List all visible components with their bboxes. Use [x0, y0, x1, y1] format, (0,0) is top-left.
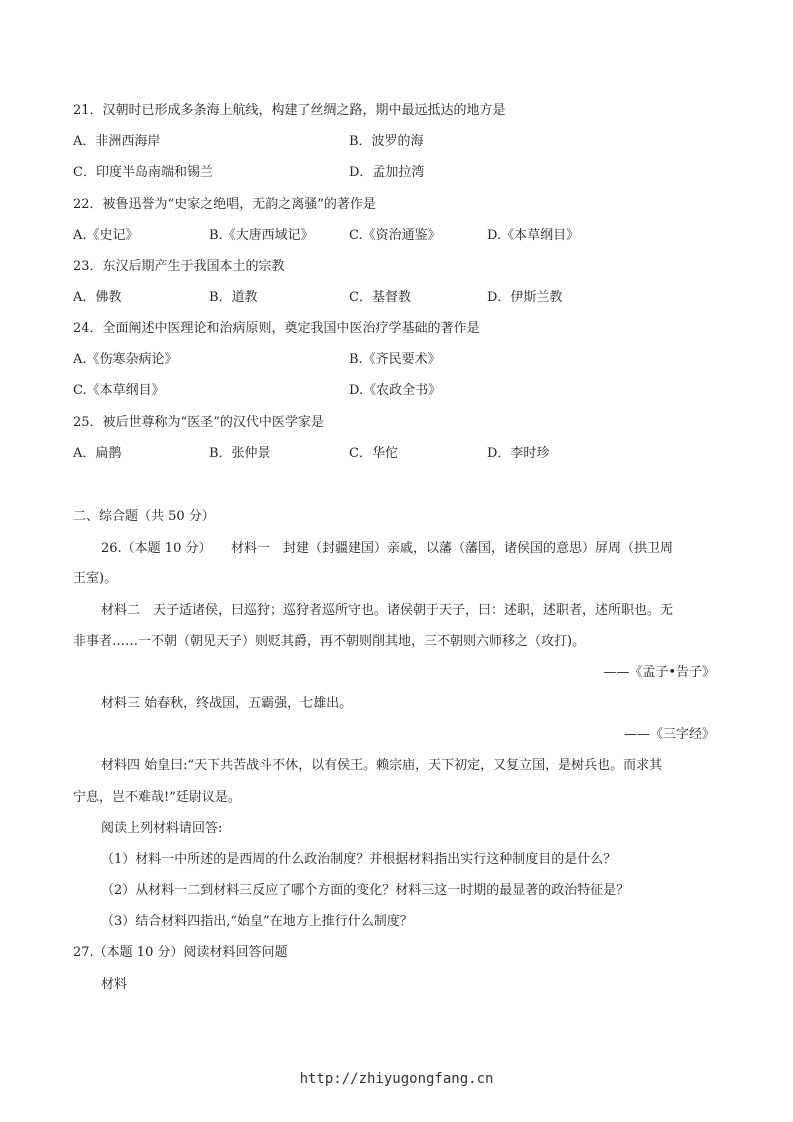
question-25-option-a: A．扁鹊	[73, 446, 122, 461]
question-26-sub-3: （3）结合材料四指出,“始皇”在地方上推行什么制度？	[101, 914, 413, 929]
question-26-material-2-line-2: 非事者……一不朝（朝见天子）则贬其爵，再不朝则削其地，三不朝则六师移之（攻打)。	[73, 634, 586, 649]
question-24-option-b: B.《齐民要术》	[349, 352, 441, 367]
question-26-material-4-line-2: 宁息，岂不难哉!”廷尉议是。	[73, 790, 241, 805]
question-25-option-b: B．张仲景	[209, 446, 271, 461]
question-26-material-3: 材料三 始春秋，终战国，五霸强，七雄出。	[101, 696, 353, 711]
question-21-option-b: B．波罗的海	[349, 134, 424, 149]
question-26-sub-1: （1）材料一中所述的是西周的什么政治制度？并根据材料指出实行这种制度目的是什么？	[101, 852, 617, 867]
question-25-option-c: C．华佗	[349, 446, 398, 461]
question-25-option-d: D．李时珍	[487, 446, 550, 461]
question-26-material-2-line-1: 材料二 天子适诸侯，曰巡狩；巡狩者巡所守也。诸侯朝于天子，曰：述职，述职者，述所职也。无	[101, 603, 674, 618]
question-23-option-a: A．佛教	[73, 290, 122, 305]
question-23-option-d: D．伊斯兰教	[487, 290, 563, 305]
question-27-stem: 27.（本题 10 分）阅读材料回答问题	[73, 945, 288, 960]
question-26-material-1-line-2: 王室)。	[73, 571, 118, 586]
question-26-prompt: 阅读上列材料请回答:	[101, 821, 223, 836]
question-26-material-2-source: ——《孟子•告子》	[603, 665, 715, 680]
question-22-option-b: B.《大唐西域记》	[209, 228, 314, 243]
question-21-option-c: C．印度半岛南端和锡兰	[73, 165, 213, 180]
question-27-material-label: 材料	[101, 977, 128, 992]
footer-url: http://zhiyugongfang.cn	[299, 1071, 494, 1087]
question-24-option-d: D.《农政全书》	[349, 383, 442, 398]
question-24-option-a: A.《伤寒杂病论》	[73, 352, 178, 367]
question-26-sub-2: （2）从材料一二到材料三反应了哪个方面的变化？材料三这一时期的最显著的政治特征是？	[101, 883, 630, 898]
section-2-title: 二、综合题（共 50 分）	[73, 509, 215, 524]
question-22-stem: 22．被鲁迅誉为“史家之绝唱，无韵之离骚”的著作是	[73, 197, 376, 212]
question-21-stem: 21．汉朝时已形成多条海上航线，构建了丝绸之路，期中最远抵达的地方是	[73, 103, 506, 118]
question-26-material-1-line-1: 26.（本题 10 分） 材料一 封建（封疆建国）亲戚，以藩（藩国，诸侯国的意思）屏周（拱卫周	[101, 541, 673, 556]
question-21-option-a: A．非洲西海岸	[73, 134, 161, 149]
question-22-option-a: A.《史记》	[73, 228, 139, 243]
question-25-stem: 25．被后世尊称为“医圣”的汉代中医学家是	[73, 415, 324, 430]
question-23-option-b: B．道教	[209, 290, 258, 305]
question-23-stem: 23．东汉后期产生于我国本土的宗教	[73, 259, 285, 274]
question-24-option-c: C.《本草纲目》	[73, 383, 165, 398]
question-22-option-d: D.《本草纲目》	[487, 228, 580, 243]
question-21-option-d: D．孟加拉湾	[349, 165, 425, 180]
question-26-material-3-source: ——《三字经》	[623, 727, 715, 742]
question-24-stem: 24．全面阐述中医理论和治病原则，奠定我国中医治疗学基础的著作是	[73, 321, 480, 336]
question-22-option-c: C.《资治通鉴》	[349, 228, 441, 243]
question-26-material-4-line-1: 材料四 始皇曰:“天下共苦战斗不休，以有侯王。赖宗庙，天下初定，又复立国，是树兵也。而求其	[101, 758, 663, 773]
question-23-option-c: C．基督教	[349, 290, 411, 305]
